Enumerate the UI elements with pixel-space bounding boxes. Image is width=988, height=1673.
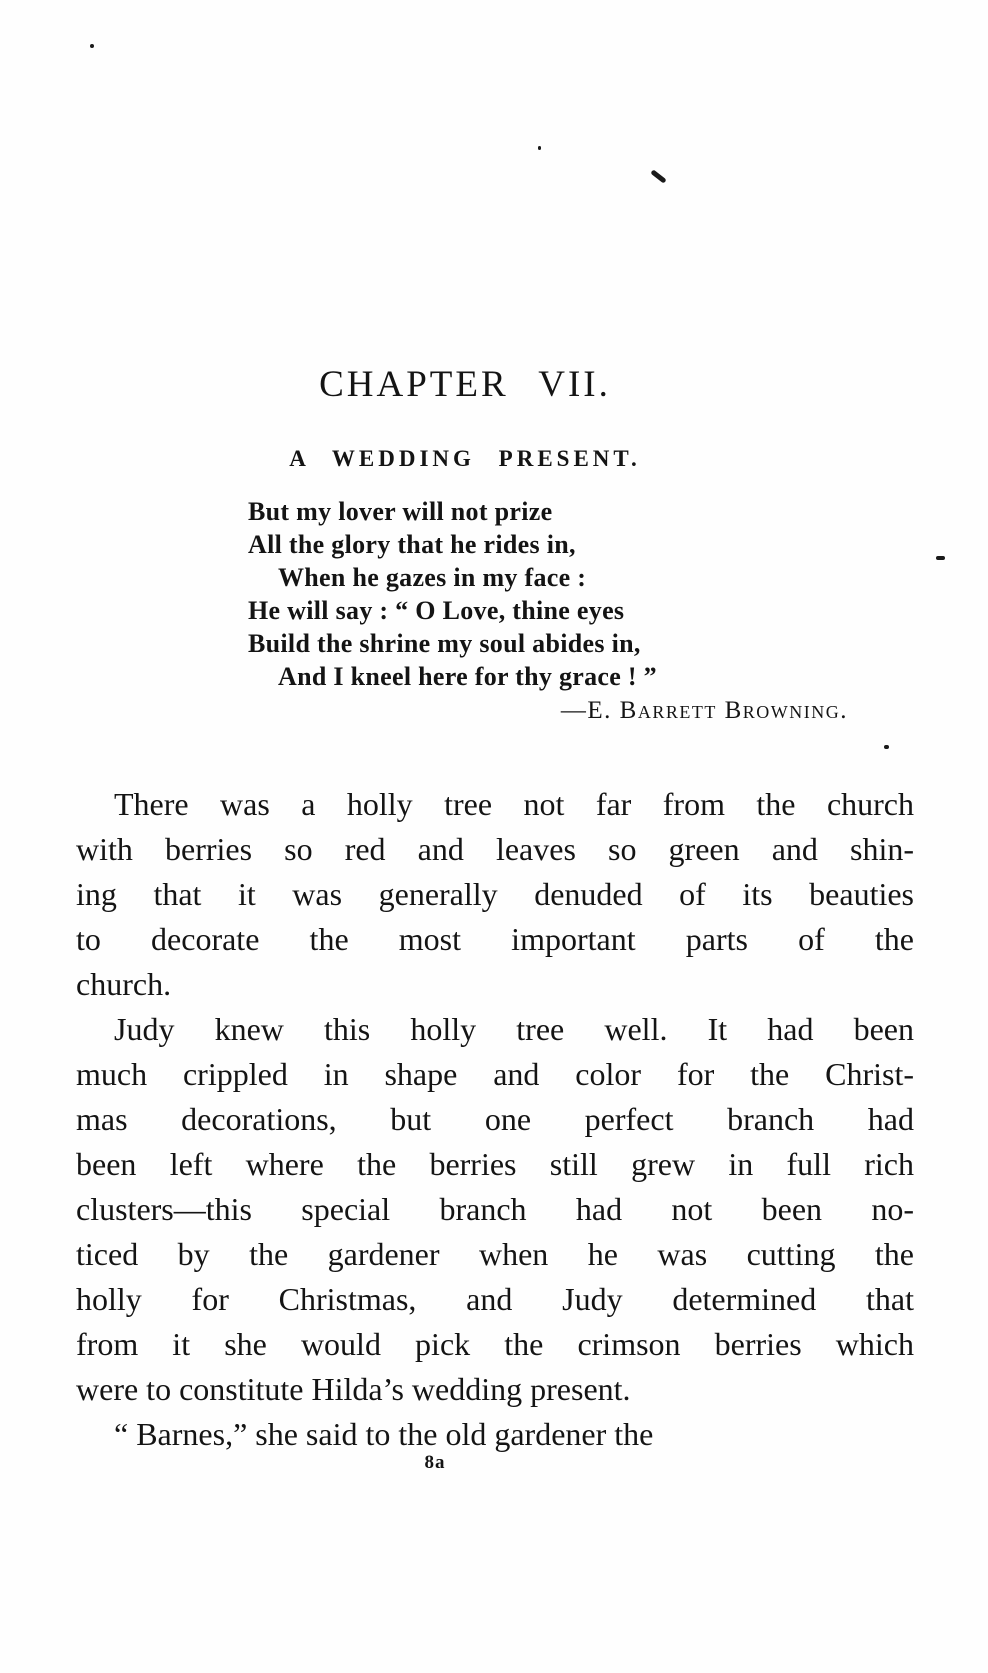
body-line: holly for Christmas, and Judy determined that: [76, 1281, 914, 1317]
body-line: church.: [76, 966, 172, 1002]
epigraph-line: All the glory that he rides in,: [248, 530, 576, 559]
paragraph: [76, 1007, 914, 1412]
ink-speck: [90, 44, 94, 48]
body-line: ticed by the gardener when he was cutting the: [76, 1236, 914, 1272]
body-line: been left where the berries still grew in full rich: [76, 1146, 914, 1182]
epigraph-line: He will say : “ O Love, thine eyes: [248, 596, 625, 625]
body-line: much crippled in shape and color for the Christ-: [76, 1056, 914, 1092]
body-line: ing that it was generally denuded of its beauties: [76, 876, 914, 912]
page-number: 8a: [424, 1452, 446, 1473]
body-line: mas decorations, but one perfect branch had: [76, 1101, 914, 1137]
epigraph-poem: [248, 495, 848, 727]
epigraph-line: Build the shrine my soul abides in,: [248, 629, 641, 658]
body-line: to decorate the most important parts of the: [76, 921, 914, 957]
epigraph-line: When he gazes in my face :: [278, 563, 587, 592]
ink-speck: [936, 556, 945, 560]
epigraph-attribution: —E. Barrett Browning.: [560, 697, 848, 724]
ink-speck: [884, 745, 889, 749]
body-line: “ Barnes,” she said to the old gardener the: [114, 1416, 654, 1452]
body-line: with berries so red and leaves so green and shin-: [76, 831, 914, 867]
body-line: from it she would pick the crimson berries which: [76, 1326, 914, 1362]
body-line: were to constitute Hilda’s wedding present.: [76, 1371, 631, 1407]
epigraph-line: But my lover will not prize: [248, 497, 553, 526]
body-line: There was a holly tree not far from the church: [114, 786, 914, 822]
ink-speck: [538, 146, 541, 150]
section-subtitle: A WEDDING PRESENT.: [289, 446, 641, 471]
paragraph: [76, 782, 914, 1007]
paragraph: [76, 1412, 914, 1457]
body-line: Judy knew this holly tree well. It had been: [114, 1011, 914, 1047]
epigraph-line: And I kneel here for thy grace ! ”: [278, 662, 657, 691]
ink-speck: [650, 169, 666, 183]
body-text: [76, 782, 914, 1457]
body-line: clusters—this special branch had not been no-: [76, 1191, 914, 1227]
chapter-title: CHAPTER VII.: [319, 364, 611, 405]
